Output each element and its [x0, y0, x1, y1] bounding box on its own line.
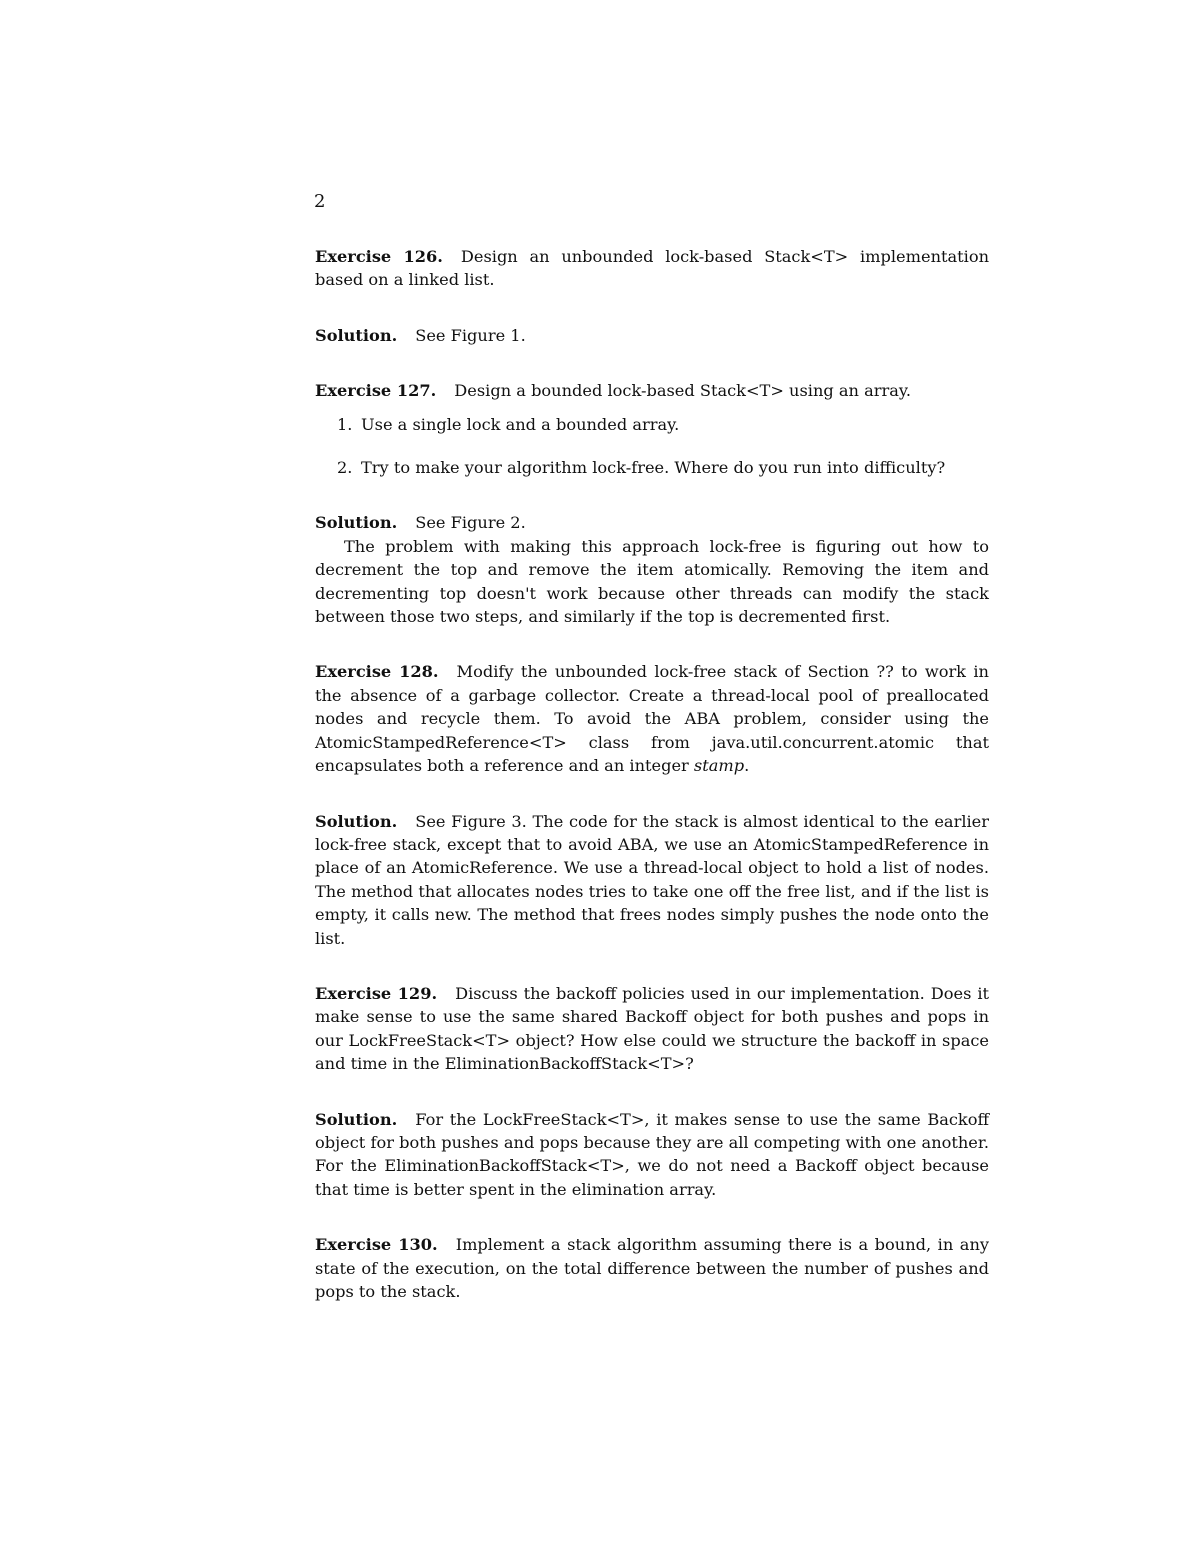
exercise-128-body	[315, 660, 989, 777]
solution-129-text: For the LockFreeStack<T>, it makes sense to use the same Backoff object for both pushes and pops because they are all competing with one another. For the EliminationBackoffStack<T>, we do not need a Backoff object because that time is better spent in the elimination array.	[315, 1109, 989, 1199]
solution-128-label: Solution.	[315, 811, 398, 831]
exercise-127-text: Design a bounded lock-based Stack<T> using an array.	[454, 381, 912, 401]
list-item-number: 1.	[337, 414, 353, 434]
solution-126	[315, 324, 989, 347]
solution-127-text: See Figure 2.	[415, 513, 526, 533]
exercise-126	[315, 245, 989, 292]
solution-129-body	[315, 1108, 989, 1202]
solution-127-body	[315, 511, 989, 534]
exercise-129-label: Exercise 129.	[315, 983, 438, 1003]
page-number: 2	[314, 191, 326, 212]
exercise-128	[315, 660, 989, 777]
exercise-129-text: Discuss the backoff policies used in our implementation. Does it make sense to use the same shared Backoff object for both pushes and pops in our LockFreeStack<T> object? How else could we structure the backoff in space and time in the EliminationBackoffStack<T>?	[315, 983, 990, 1074]
exercise-128-label: Exercise 128.	[315, 662, 439, 682]
solution-126-body	[315, 324, 989, 347]
solution-129-label: Solution.	[315, 1109, 398, 1129]
exercise-126-text: Design an unbounded lock-based Stack<T> implementation based on a linked list.	[315, 247, 989, 290]
exercise-126-body	[315, 245, 989, 292]
exercise-129-body	[315, 982, 989, 1076]
list-item	[315, 456, 989, 479]
exercise-129	[315, 982, 989, 1076]
solution-127-paragraph: The problem with making this approach lock-free is figuring out how to decrement the top and remove the item atomically. Removing the item and decrementing top doesn't work because other threads can modify the stack between those two steps, and similarly if the top is decremented first.	[315, 536, 989, 627]
exercise-128-text-end: .	[744, 756, 750, 776]
solution-128-body	[315, 810, 989, 950]
solution-127-label: Solution.	[315, 513, 398, 533]
page-content	[315, 245, 989, 1335]
exercise-128-emphasis: stamp	[693, 756, 745, 776]
exercise-126-label: Exercise 126.	[315, 247, 443, 266]
solution-126-label: Solution.	[315, 325, 398, 345]
solution-129	[315, 1108, 989, 1202]
solution-128-text: See Figure 3. The code for the stack is almost identical to the earlier lock-free stack, except that to avoid ABA, we use an AtomicStampedReference in place of an AtomicReference. We use a thread-local object to hold a list of nodes. The method that allocates nodes tries to take one off the free list, and if the list is empty, it calls new. The method that frees nodes simply pushes the node onto the list.	[315, 811, 989, 948]
list-item-text: Try to make your algorithm lock-free. Where do you run into difficulty?	[361, 458, 946, 478]
exercise-127-label: Exercise 127.	[315, 381, 437, 401]
list-item	[315, 413, 989, 436]
exercise-130-body	[315, 1233, 989, 1303]
exercise-127-body	[315, 379, 989, 402]
exercise-130-label: Exercise 130.	[315, 1235, 438, 1255]
exercise-127-list	[315, 413, 989, 480]
exercise-130-text: Implement a stack algorithm assuming there is a bound, in any state of the execution, on the total difference between the number of pushes and pops to the stack.	[315, 1235, 990, 1301]
solution-128	[315, 810, 989, 950]
solution-126-text: See Figure 1.	[415, 325, 526, 345]
solution-127	[315, 511, 989, 628]
list-item-number: 2.	[337, 458, 353, 478]
exercise-128-text: Modify the unbounded lock-free stack of Section ?? to work in the absence of a garbage collector. Create a thread-local pool of preallocated nodes and recycle them. To avoid the ABA problem, consider using the AtomicStampedReference<T> class from java.util.concurrent.atomic that encapsulates both a reference and an integer	[315, 662, 989, 776]
exercise-127	[315, 379, 989, 479]
list-item-text: Use a single lock and a bounded array.	[361, 414, 680, 434]
exercise-130	[315, 1233, 989, 1303]
